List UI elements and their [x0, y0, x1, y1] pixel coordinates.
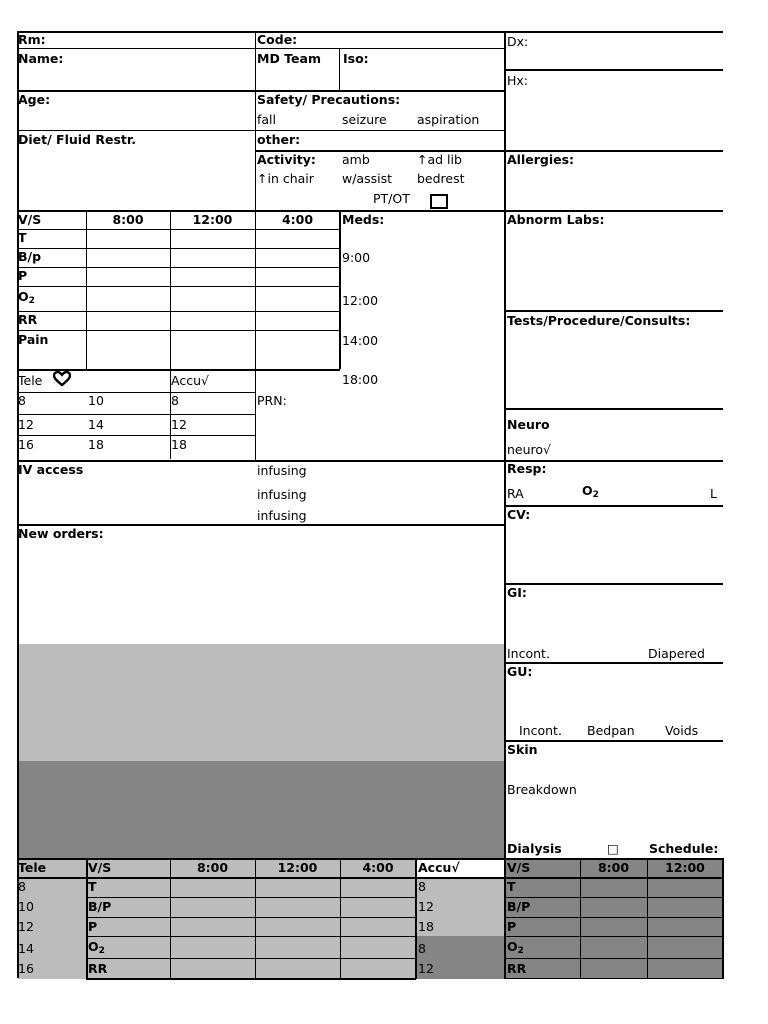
- age-label: Age:: [18, 92, 51, 107]
- infusing-line-1: infusing: [257, 463, 307, 478]
- vitals-row-t: T: [18, 230, 27, 245]
- vitals-row-bp: B/p: [18, 249, 42, 264]
- ptot-checkbox[interactable]: [430, 194, 448, 209]
- accu-label: Accu√: [171, 373, 209, 388]
- aspiration-option: aspiration: [417, 112, 480, 127]
- right-vs-row: $O_2$: [507, 939, 524, 956]
- iso-label: Iso:: [343, 51, 369, 66]
- meds-time-1200: 12:00: [342, 293, 379, 308]
- safety-label: Safety/ Precautions:: [257, 92, 401, 107]
- infusing-line-2: infusing: [257, 487, 307, 502]
- bottom-400-header: 4:00: [362, 860, 394, 875]
- gu-label: GU:: [507, 664, 533, 679]
- vitals-header-400: 4:00: [281, 212, 314, 227]
- in-chair-option: ↑in chair: [257, 171, 314, 186]
- bottom-tele-value: 8: [18, 879, 26, 894]
- bottom-tele-value: 14: [18, 941, 34, 956]
- new-orders-label: New orders:: [18, 526, 104, 541]
- accu-cell: 12: [171, 417, 187, 432]
- diapered-label: Diapered: [648, 646, 705, 661]
- bottom-accu-value: 18: [418, 919, 434, 934]
- tele-cell: 8: [18, 393, 26, 408]
- dx-label: Dx:: [507, 34, 529, 49]
- tele-cell: 16: [18, 437, 34, 452]
- schedule-label: Schedule:: [649, 841, 719, 856]
- vitals-header-vs: V/S: [18, 212, 42, 227]
- resp-label: Resp:: [507, 461, 547, 476]
- right-vs-row: B/P: [507, 899, 531, 914]
- l-label: L: [710, 486, 717, 501]
- bottom-vs-row: B/P: [88, 899, 112, 914]
- fall-option: fall: [257, 112, 277, 127]
- vitals-row-rr: RR: [18, 312, 38, 327]
- skin-label: Skin: [507, 742, 538, 757]
- bottom-tele-value: 12: [18, 919, 34, 934]
- rm-label: Rm:: [18, 32, 46, 47]
- bottom-vs-row: RR: [88, 961, 108, 976]
- hx-label: Hx:: [507, 73, 529, 88]
- vitals-header-800: 8:00: [112, 212, 144, 227]
- right-800-header: 8:00: [597, 860, 630, 875]
- vitals-header-1200: 12:00: [192, 212, 233, 227]
- ad-lib-option: ↑ad lib: [417, 152, 462, 167]
- right-vs-row: P: [507, 919, 517, 934]
- allergies-label: Allergies:: [507, 152, 575, 167]
- vitals-row-o2: $O_2$: [18, 289, 35, 306]
- right-vs-row: T: [507, 879, 516, 894]
- meds-time-900: 9:00: [342, 250, 371, 265]
- meds-time-1800: 18:00: [342, 372, 379, 387]
- right-1200-header: 12:00: [665, 860, 705, 875]
- bottom-vs-row: T: [88, 879, 97, 894]
- other-label: other:: [257, 132, 301, 147]
- bottom-accu-value: 8: [418, 879, 426, 894]
- dialysis-checkbox[interactable]: □: [607, 841, 619, 856]
- cv-label: CV:: [507, 507, 531, 522]
- amb-option: amb: [342, 152, 370, 167]
- bottom-800-header: 8:00: [196, 860, 229, 875]
- neuro-label: Neuro: [507, 417, 550, 432]
- neuro-check-label: neuro√: [507, 442, 552, 457]
- infusing-line-3: infusing: [257, 508, 307, 523]
- heart-icon: [53, 371, 71, 387]
- bottom-tele-value: 10: [18, 899, 34, 914]
- meds-label: Meds:: [342, 212, 385, 227]
- tele-cell: 18: [88, 437, 104, 452]
- diet-label: Diet/ Fluid Restr.: [18, 132, 136, 147]
- right-vs-header: V/S: [507, 860, 531, 875]
- bottom-1200-header: 12:00: [277, 860, 318, 875]
- bottom-tele-value: 16: [18, 961, 34, 976]
- light-shade-band: [18, 644, 505, 761]
- ptot-label: PT/OT: [373, 191, 410, 206]
- tele-cell: 12: [18, 417, 34, 432]
- voids-label: Voids: [665, 723, 699, 738]
- code-label: Code:: [257, 32, 298, 47]
- accu-cell: 8: [171, 393, 179, 408]
- bottom-vs-row: P: [88, 919, 98, 934]
- bottom-tele-header: Tele: [18, 860, 47, 875]
- abnorm-labs-label: Abnorm Labs:: [507, 212, 605, 227]
- tele-cell: 14: [88, 417, 104, 432]
- breakdown-label: Breakdown: [507, 782, 577, 797]
- gu-incont-label: Incont.: [519, 723, 562, 738]
- bedrest-option: bedrest: [417, 171, 465, 186]
- activity-label: Activity:: [257, 152, 316, 167]
- bottom-accu-value: 8: [418, 941, 426, 956]
- gi-label: GI:: [507, 585, 527, 600]
- vitals-row-pain: Pain: [18, 332, 49, 347]
- iv-access-label: IV access: [18, 462, 84, 477]
- bottom-accu-value: 12: [418, 899, 434, 914]
- tele-label: Tele: [18, 373, 43, 388]
- resp-o2-label: $O_2$: [582, 483, 599, 500]
- w-assist-option: w/assist: [342, 171, 393, 186]
- ra-label: RA: [507, 486, 524, 501]
- bedpan-label: Bedpan: [587, 723, 635, 738]
- seizure-option: seizure: [342, 112, 387, 127]
- dialysis-label: Dialysis: [507, 841, 562, 856]
- tele-cell: 10: [88, 393, 104, 408]
- tests-label: Tests/Procedure/Consults:: [507, 313, 691, 328]
- bottom-vs-header: V/S: [88, 860, 112, 875]
- accu-cell: 18: [171, 437, 187, 452]
- vitals-row-p: P: [18, 268, 28, 283]
- bottom-accu-value: 12: [418, 961, 434, 976]
- md-team-label: MD Team: [257, 51, 321, 66]
- right-vs-row: RR: [507, 961, 527, 976]
- dark-shade-band: [18, 761, 505, 859]
- prn-label: PRN:: [257, 393, 287, 408]
- name-label: Name:: [18, 51, 64, 66]
- gi-incont-label: Incont.: [507, 646, 550, 661]
- meds-time-1400: 14:00: [342, 333, 379, 348]
- bottom-vs-row: $O_2$: [88, 939, 105, 956]
- bottom-accu-header: Accu√: [418, 860, 460, 875]
